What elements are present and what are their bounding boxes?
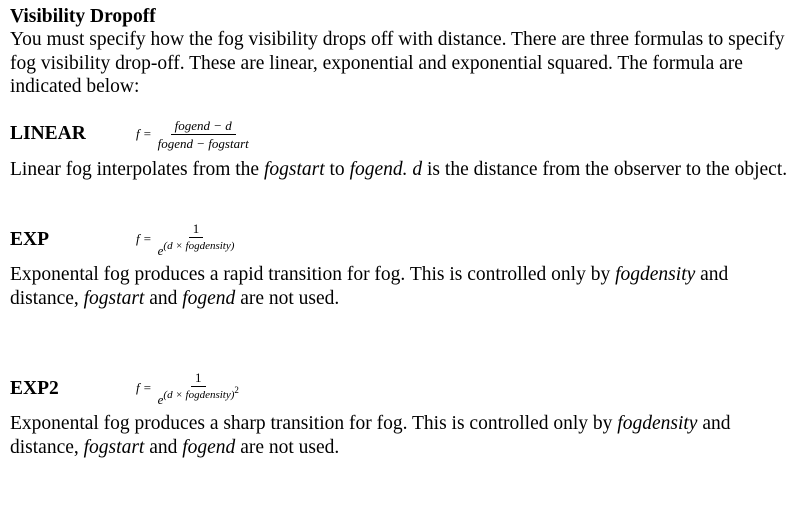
exp-numerator: 1 [189,221,204,238]
linear-formula-lhs: f = [136,126,152,141]
exp2-formula-lhs: f = [136,379,152,395]
exp2-description [10,412,790,459]
exp2-fraction [154,370,243,405]
exp2-desc-term: fogdensity [617,413,698,434]
linear-description [10,158,790,182]
exp2-formula-row [10,370,790,413]
exp2-power: 2 [234,385,239,395]
linear-desc-text: to [324,158,350,180]
exp-desc-text: and distance, [10,264,729,309]
exp2-exponent: (d × fogdensity) [163,389,235,401]
exp-denominator [154,238,239,256]
exp2-desc-text: Exponental fog produces a sharp transition for fog. This is controlled only by [10,413,618,434]
linear-desc-text: is the distance from the observer to the object. [422,158,788,180]
linear-desc-term: d [412,158,423,180]
exp2-desc-term: fogend [182,436,236,458]
exp-desc-term: fogstart [83,287,145,309]
exp-desc-text: Exponental fog produces a rapid transition for fog. This is controlled only by [10,264,616,285]
linear-desc-text: Linear fog interpolates from the [10,158,264,180]
exp2-desc-text: and [144,436,183,458]
exp-desc-text: are not used. [235,287,340,309]
exp-exponent: (d × fogdensity) [163,240,235,252]
exp-formula [136,221,238,256]
exp2-desc-text: and distance, [10,413,731,458]
exp-base: e [157,243,164,258]
exp2-numerator: 1 [191,370,206,387]
exp-formula-lhs: f = [136,230,152,246]
linear-denominator: fogend − fogstart [157,135,249,151]
exp2-desc-term: fogstart [83,436,145,458]
intro-paragraph: You must specify how the fog visibility drops off with distance. There are three formulas to specify fog visibility drop-off. These are linear, exponential and exponential squared. The formula are indicated below: [10,29,785,97]
exp-desc-term: fogend [182,287,236,309]
linear-desc-term: fogstart [263,158,325,180]
exp-desc-term: fogdensity [615,264,696,285]
linear-label: LINEAR [10,122,86,144]
linear-formula [136,118,253,151]
exp-formula-row [10,221,790,264]
document-page [10,6,790,459]
exp2-denominator [154,387,243,405]
section-title: Visibility Dropoff [10,6,156,27]
exp-label: EXP [10,229,49,250]
linear-numerator: fogend − d [171,118,236,135]
exp2-base: e [157,392,164,407]
exp-desc-text: and [144,287,183,309]
exp2-formula [136,370,243,405]
exp-description [10,263,790,310]
exp2-label: EXP2 [10,378,59,399]
exp-fraction [154,221,239,256]
exp2-desc-text: are not used. [235,436,340,458]
linear-desc-term: fogend. [349,158,408,180]
linear-formula-row [10,118,790,158]
linear-fraction [154,118,253,151]
